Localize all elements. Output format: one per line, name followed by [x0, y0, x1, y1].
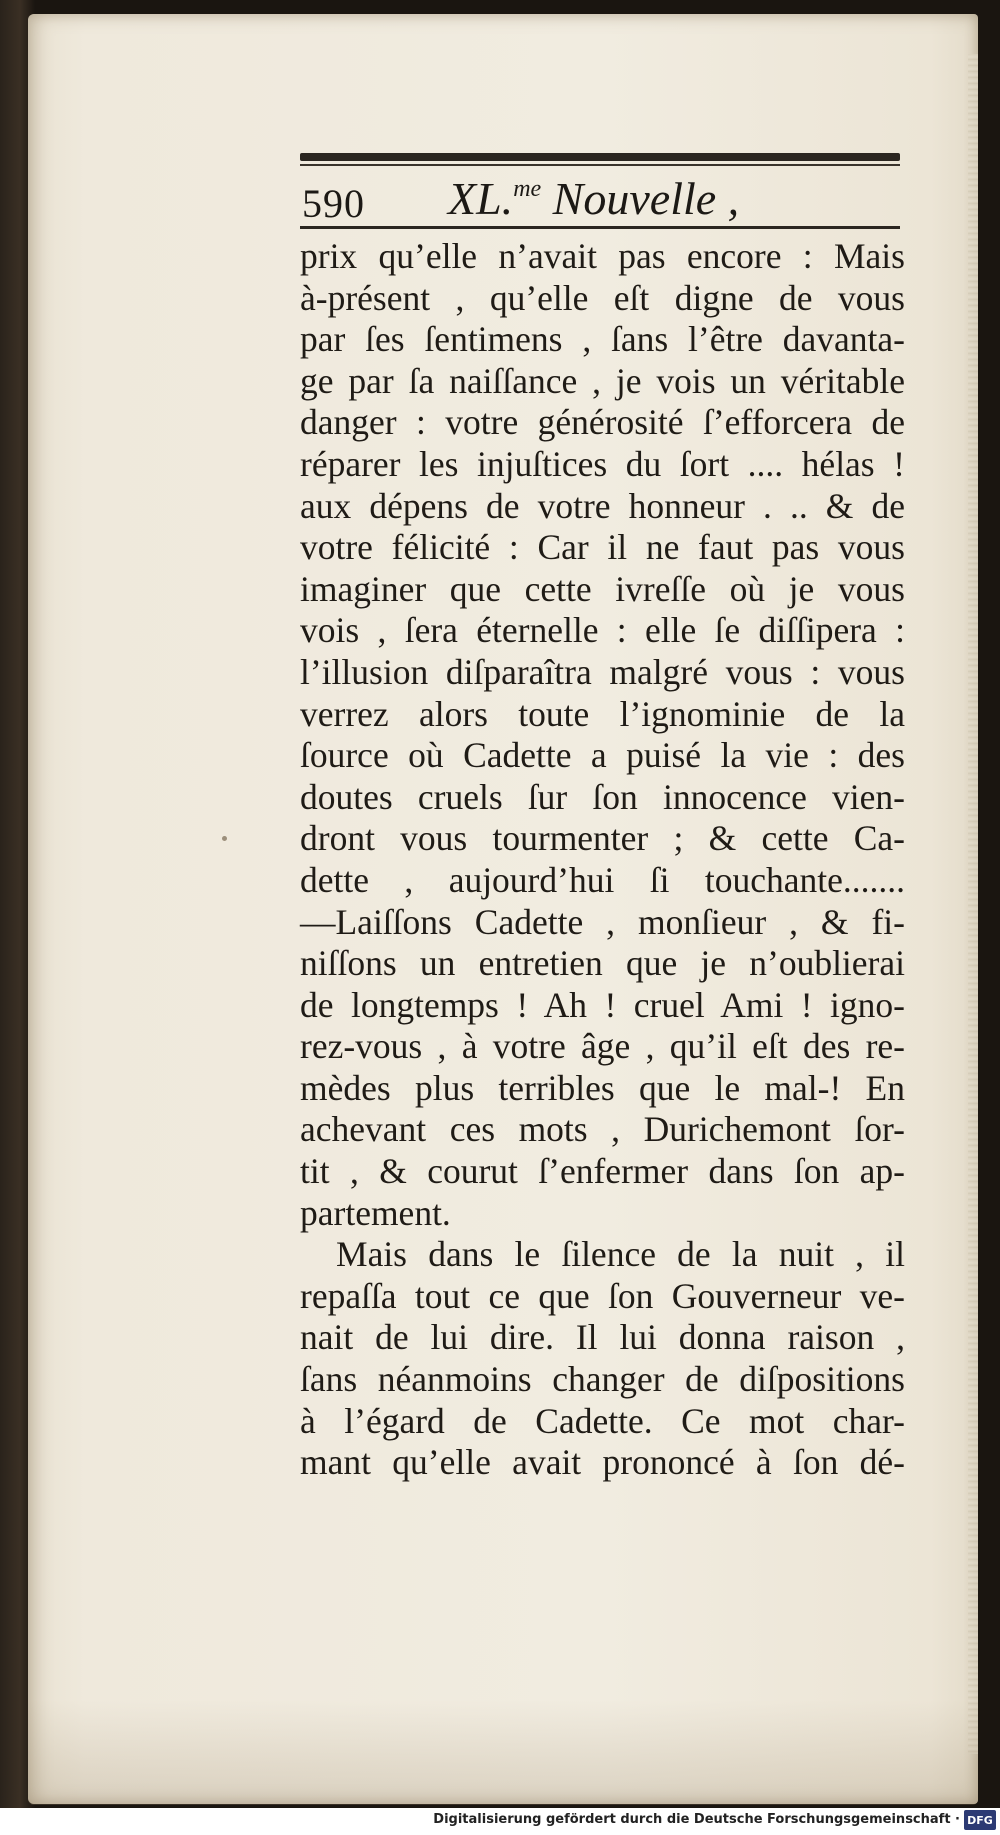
text-line: dront vous tourmenter ; & cette Ca- [300, 818, 905, 859]
text-line: vois , ſera éternelle : elle ſe diſſipera : [300, 610, 905, 651]
page-stain [28, 1700, 978, 1805]
text-line: réparer les injuſtices du ſort .... hélas ! [300, 443, 905, 484]
page-number: 590 [302, 181, 365, 226]
dfg-logo: DFG [964, 1810, 996, 1830]
text-line: doutes cruels ſur ſon innocence vien- [300, 776, 905, 817]
text-line: Mais dans le ſilence de la nuit , il [336, 1234, 905, 1275]
text-line: à l’égard de Cadette. Ce mot char- [300, 1400, 905, 1441]
text-line: prix qu’elle n’avait pas encore : Mais [300, 236, 905, 276]
running-title-main: XL. [448, 173, 514, 224]
text-line: niſſons un entretien que je n’oublierai [300, 943, 905, 984]
text-line: mant qu’elle avait prononcé à ſon dé- [300, 1442, 905, 1483]
text-line: mèdes plus terribles que le mal-! En [300, 1067, 905, 1108]
text-line: aux dépens de votre honneur . .. & de [300, 485, 905, 526]
text-line: votre félicité : Car il ne faut pas vous [300, 527, 905, 568]
header-rule-bottom [300, 226, 900, 229]
text-line: par ſes ſentimens , ſans l’être davanta- [300, 319, 905, 360]
running-title [448, 172, 739, 225]
text-line: danger : votre générosité ſ’efforcera de [300, 402, 905, 443]
body-text [300, 236, 905, 1484]
text-line: ge par ſa naiſſance , je vois un véritable [300, 360, 905, 401]
text-line: nait de lui dire. Il lui donna raison , [300, 1317, 905, 1358]
text-line: tit , & courut ſ’enfermer dans ſon ap- [300, 1151, 905, 1192]
running-head [300, 168, 900, 228]
running-title-rest: Nouvelle , [541, 173, 740, 224]
text-line: ſans néanmoins changer de diſpositions [300, 1359, 905, 1400]
text-line: repaſſa tout ce que ſon Gouverneur ve- [300, 1275, 905, 1316]
text-line: l’illusion diſparaîtra malgré vous : vous [300, 651, 905, 692]
header-rule-thick [300, 153, 900, 161]
text-line: —Laiſſons Cadette , monſieur , & fi- [300, 901, 905, 942]
text-line: rez-vous , à votre âge , qu’il eſt des re- [300, 1026, 905, 1067]
header-rule-thin [300, 164, 900, 166]
text-line: achevant ces mots , Durichemont ſor- [300, 1109, 905, 1150]
text-line: ſource où Cadette a puisé la vie : des [300, 735, 905, 776]
text-line: partement. [300, 1192, 451, 1233]
text-line: dette , aujourd’hui ſi touchante....... [300, 859, 905, 900]
running-title-sup: me [513, 176, 542, 202]
text-line: imaginer que cette ivreſſe où je vous [300, 568, 905, 609]
page-edge [968, 54, 978, 1754]
text-line: verrez alors toute l’ignominie de la [300, 693, 905, 734]
text-line: à-présent , qu’elle eſt digne de vous [300, 277, 905, 318]
paper-speck [222, 836, 227, 841]
text-line: de longtemps ! Ah ! cruel Ami ! igno- [300, 984, 905, 1025]
footer-credit: Digitalisierung gefördert durch die Deutsche Forschungsgemeinschaft · [433, 1812, 960, 1827]
